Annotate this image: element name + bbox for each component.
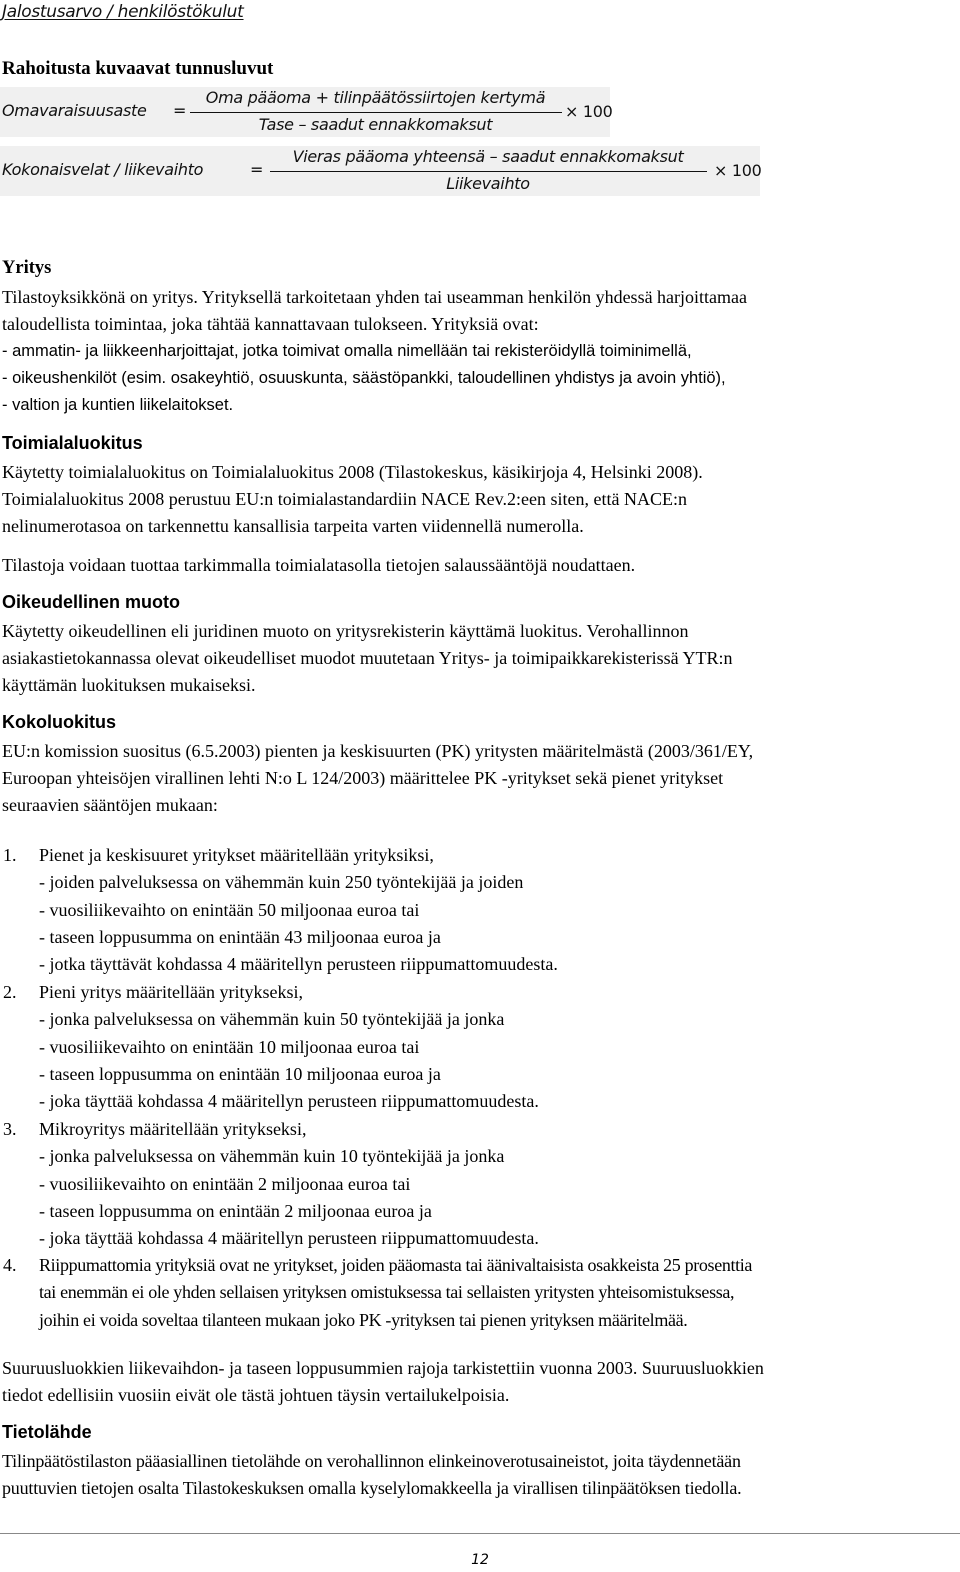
kokoluokitus-heading: Kokoluokitus xyxy=(2,712,117,732)
text-line: nelinumerotasoa on tarkennettu kansallisia tarpeita varten viidennellä numerolla. xyxy=(2,516,584,537)
text-line: puuttuvien tietojen osalta Tilastokeskuksen omalla kyselylomakkeella ja virallisen tilinpäätöksen tiedolla. xyxy=(2,1478,742,1499)
text-line: EU:n komission suositus (6.5.2003) pienten ja keskisuurten (PK) yritysten määritelmästä (2003/361/EY, xyxy=(2,741,754,761)
text-line: tiedot edellisiin vuosiin eivät ole tästä johtuen täysin vertailukelpoisia. xyxy=(2,1385,510,1406)
list-number: 3. xyxy=(3,1119,17,1139)
fraction-bar xyxy=(190,112,562,113)
text-line: seuraavien sääntöjen mukaan: xyxy=(2,795,218,816)
formula-multiplier: × 100 xyxy=(565,102,613,121)
list-number: 1. xyxy=(3,845,17,865)
formula-name: Kokonaisvelat / liikevaihto xyxy=(2,160,204,179)
formula-multiplier: × 100 xyxy=(714,161,762,180)
text-line: Käytetty toimialaluokitus on Toimialaluokitus 2008 (Tilastokeskus, käsikirjoja 4, Helsinki 2008). xyxy=(2,462,703,482)
text-line: Tilastoyksikkönä on yritys. Yrityksellä tarkoitetaan yhden tai useamman henkilön yhdessä harjoittamaa xyxy=(2,287,748,307)
text-line: - joiden palveluksessa on vähemmän kuin 250 työntekijää ja joiden xyxy=(39,872,524,893)
text-line: Käytetty oikeudellinen eli juridinen muoto on yritysrekisterin käyttämä luokitus. Verohallinnon xyxy=(2,621,689,641)
text-line: - valtion ja kuntien liikelaitokset. xyxy=(2,396,234,414)
list-body xyxy=(39,1252,752,1334)
formula-kokonaisvelat xyxy=(0,146,760,196)
text-line: Toimialaluokitus 2008 perustuu EU:n toimialastandardiin NACE Rev.2:een siten, että NACE:n xyxy=(2,489,687,510)
text-line: - jotka täyttävät kohdassa 4 määritellyn perusteen riippumattomuudesta. xyxy=(39,954,558,975)
text-line: asiakastietokannassa olevat oikeudelliset muodot muutetaan Yritys- ja toimipaikkarekisterissä YTR:n xyxy=(2,648,733,669)
text-line: - taseen loppusumma on enintään 2 miljoonaa euroa ja xyxy=(39,1200,432,1221)
kokoluokitus-outro xyxy=(2,1355,764,1409)
yritys-heading: Yritys xyxy=(2,258,52,278)
text-line: Tilastoja voidaan tuottaa tarkimmalla toimialatasolla tietojen salaussääntöjä noudattaen. xyxy=(2,555,636,575)
text-line: - jonka palveluksessa on vähemmän kuin 10 työntekijää ja jonka xyxy=(39,1146,505,1167)
list-body xyxy=(39,1116,539,1252)
text-line: Riippumattomia yrityksiä ovat ne yritykset, joiden pääomasta tai äänivaltaisista osakkeista 25 prosenttia xyxy=(39,1255,753,1275)
formula-denominator: Liikevaihto xyxy=(446,174,530,193)
tietolahde-heading: Tietolähde xyxy=(2,1422,92,1442)
toimialaluokitus-paragraph xyxy=(2,459,703,541)
text-line: taloudellista toimintaa, joka tähtää kannattavaan tulokseen. Yrityksiä ovat: xyxy=(2,314,539,335)
text-line: - joka täyttää kohdassa 4 määritellyn perusteen riippumattomuudesta. xyxy=(39,1091,539,1112)
list-body xyxy=(39,979,539,1115)
text-line: tai enemmän ei ole yhden sellaisen yrityksen omistuksessa tai sellaisten yritysten yhteisomistuksessa, xyxy=(39,1282,735,1303)
text-line: Pienet ja keskisuuret yritykset määritellään yrityksiksi, xyxy=(39,845,434,865)
formula-numerator: Vieras pääoma yhteensä – saadut ennakkomaksut xyxy=(292,147,684,166)
top-formula-title: Jalostusarvo / henkilöstökulut xyxy=(2,2,244,22)
list-number: 4. xyxy=(3,1255,17,1275)
text-line: Tilinpäätöstilaston pääasiallinen tietolähde on verohallinnon elinkeinoverotusaineistot, joita täydennetään xyxy=(2,1451,741,1471)
text-line: - vuosiliikevaihto on enintään 2 miljoonaa euroa tai xyxy=(39,1173,411,1194)
oikeudellinen-paragraph xyxy=(2,618,733,700)
formula-name: Omavaraisuusaste xyxy=(2,101,147,120)
text-line: Suuruusluokkien liikevaihdon- ja taseen loppusummien rajoja tarkistettiin vuonna 2003. Suuruusluokkien xyxy=(2,1358,764,1378)
toimialaluokitus-heading: Toimialaluokitus xyxy=(2,433,143,453)
text-line: - joka täyttää kohdassa 4 määritellyn perusteen riippumattomuudesta. xyxy=(39,1228,539,1249)
text-line: - vuosiliikevaihto on enintään 50 miljoonaa euroa tai xyxy=(39,899,420,920)
text-line: joihin ei voida soveltaa tilanteen mukaan joko PK -yrityksen tai pienen yrityksen määritelmää. xyxy=(39,1309,688,1330)
text-line: - taseen loppusumma on enintään 43 miljoonaa euroa ja xyxy=(39,926,441,947)
text-line: - vuosiliikevaihto on enintään 10 miljoonaa euroa tai xyxy=(39,1036,420,1057)
ratios-heading: Rahoitusta kuvaavat tunnusluvut xyxy=(2,58,274,79)
formula-numerator: Oma pääoma + tilinpäätössiirtojen kertymä xyxy=(205,88,546,107)
formula-denominator: Tase – saadut ennakkomaksut xyxy=(258,115,493,134)
formula-omavaraisuusaste xyxy=(0,87,613,137)
text-line: Euroopan yhteisöjen virallinen lehti N:o L 124/2003) määrittelee PK -yritykset sekä pienet yritykset xyxy=(2,768,724,789)
list-body xyxy=(39,842,558,978)
text-line: Mikroyritys määritellään yritykseksi, xyxy=(39,1119,307,1139)
text-line: - ammatin- ja liikkeenharjoittajat, jotka toimivat omalla nimellään tai rekisteröidyllä toiminimellä, xyxy=(2,342,692,360)
list-number: 2. xyxy=(3,982,17,1002)
yritys-list xyxy=(2,311,726,419)
footer-rule xyxy=(0,1533,960,1534)
size-class-list xyxy=(0,842,960,1342)
oikeudellinen-heading: Oikeudellinen muoto xyxy=(2,592,181,612)
toimialaluokitus-extra xyxy=(2,552,635,579)
text-line: - jonka palveluksessa on vähemmän kuin 50 työntekijää ja jonka xyxy=(39,1009,505,1030)
text-line: käyttämän luokituksen mukaiseksi. xyxy=(2,675,256,696)
fraction-bar xyxy=(270,171,707,172)
text-line: - oikeushenkilöt (esim. osakeyhtiö, osuuskunta, säästöpankki, taloudellinen yhdistys ja avoin yhtiö), xyxy=(2,369,726,387)
kokoluokitus-intro xyxy=(2,738,753,820)
tietolahde-paragraph xyxy=(2,1448,741,1502)
formula-equals: = xyxy=(173,101,187,120)
formula-equals: = xyxy=(250,160,264,179)
page-number: 12 xyxy=(471,1552,489,1568)
text-line: Pieni yritys määritellään yritykseksi, xyxy=(39,982,303,1002)
text-line: - taseen loppusumma on enintään 10 miljoonaa euroa ja xyxy=(39,1063,441,1084)
